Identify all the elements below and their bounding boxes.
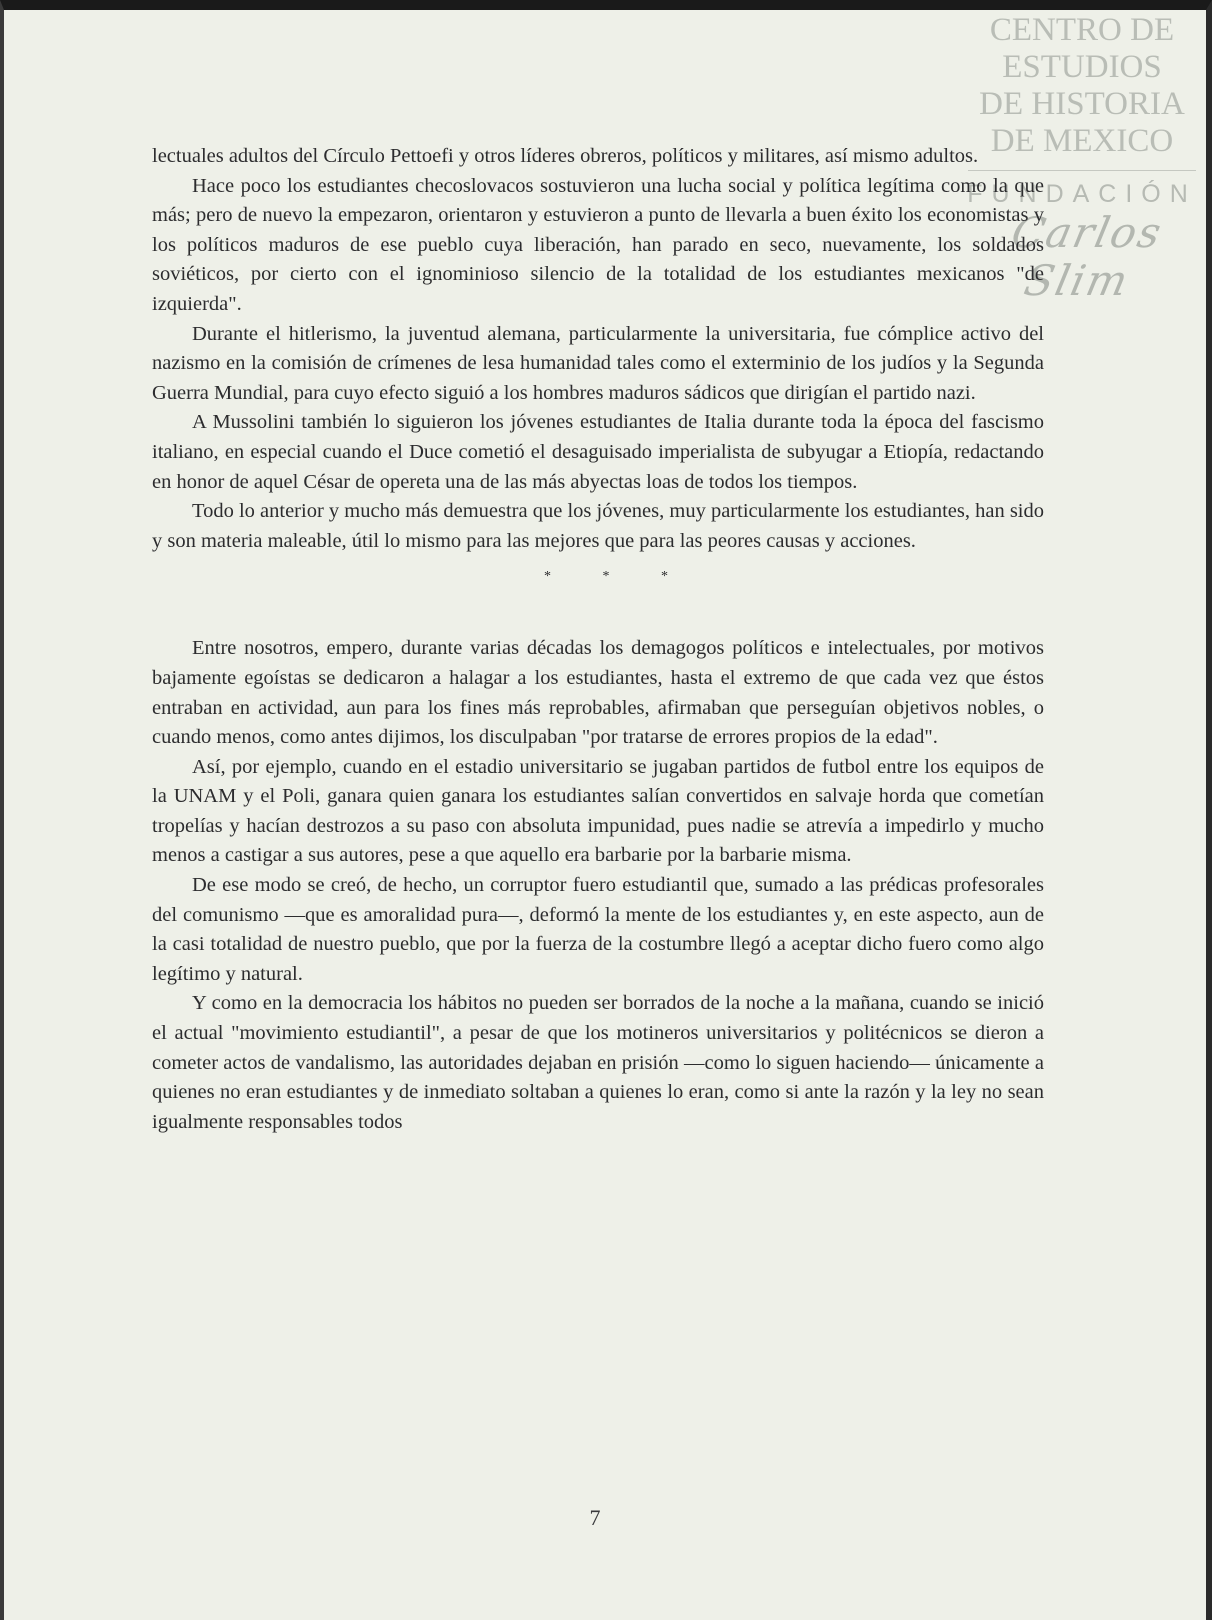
- watermark-foundation: FUNDACIÓN: [967, 180, 1197, 208]
- body-text: [152, 142, 1044, 1137]
- watermark-line-2: ESTUDIOS: [1002, 49, 1162, 85]
- watermark-line-1: CENTRO DE: [989, 12, 1175, 48]
- watermark-signature: Carlos Slim: [1007, 208, 1168, 305]
- paragraph-2: Hace poco los estudiantes checoslovacos sostuvieron una lucha social y política legítima como la que más; pero de nuevo la empezaron, orientaron y estuvieron a punto de llevarla a buen éxito los economistas y los políticos maduros de ese pueblo cuya liberación, han parado en seco, nuevamente, los soldados soviéticos, por cierto con el ignominioso silencio de la totalidad de los estudiantes mexicanos "de izquierda".: [152, 174, 1044, 315]
- paragraph-9: Y como en la democracia los hábitos no pueden ser borrados de la noche a la mañana, cuando se inició el actual "movimiento estudiantil", a pesar de que los motineros universitarios y politécnicos se dieron a cometer actos de vandalismo, las autoridades dejaban en prisión —como lo siguen haciendo— únicamente a quienes no eran estudiantes y de inmediato soltaban a quienes lo eran, como si ante la razón y la ley no sean igualmente responsables todos: [152, 992, 1044, 1133]
- watermark-line-4: DE MEXICO: [990, 123, 1174, 159]
- paragraph-1: lectuales adultos del Círculo Pettoefi y otros líderes obreros, políticos y militares, así mismo adultos.: [152, 145, 979, 167]
- section-separator: * * *: [544, 569, 692, 585]
- paragraph-4: A Mussolini también lo siguieron los jóvenes estudiantes de Italia durante toda la época del fascismo italiano, en especial cuando el Duce cometió el desaguisado imperialista de subyugar a Etiopía, redactando en honor de aquel César de opereta una de las más abyectas loas de todos los tiempos.: [152, 411, 1044, 493]
- paragraph-3: Durante el hitlerismo, la juventud alemana, particularmente la universitaria, fue cómplice activo del nazismo en la comisión de crímenes de lesa humanidad tales como el exterminio de los judíos y la Segunda Guerra Mundial, para cuyo efecto siguió a los hombres maduros sádicos que dirigían el partido nazi.: [152, 322, 1044, 404]
- paragraph-7: Así, por ejemplo, cuando en el estadio universitario se jugaban partidos de futbol entre los equipos de la UNAM y el Poli, ganara quien ganara los estudiantes salían convertidos en salvaje horda que cometían tropelías y hacían destrozos a su paso con absoluta impunidad, pues nadie se atrevía a impedirlo y mucho menos a castigar a sus autores, pese a que aquello era barbarie por la barbarie misma.: [152, 755, 1044, 867]
- paragraph-5: Todo lo anterior y mucho más demuestra que los jóvenes, muy particularmente los estudiantes, han sido y son materia maleable, útil lo mismo para las mejores que para las peores causas y acciones.: [152, 500, 1044, 552]
- watermark-line-3: DE HISTORIA: [979, 86, 1185, 122]
- page-number: 7: [589, 1505, 601, 1530]
- paragraph-6: Entre nosotros, empero, durante varias décadas los demagogos políticos e intelectuales, por motivos bajamente egoístas se dedicaron a halagar a los estudiantes, hasta el extremo de que cada vez que éstos entraban en actividad, aun para los fines más reprobables, afirmaban que perseguían objetivos nobles, o cuando menos, como antes dijimos, los disculpaban "por tratarse de errores propios de la edad".: [152, 637, 1044, 749]
- paragraph-8: De ese modo se creó, de hecho, un corruptor fuero estudiantil que, sumado a las prédicas profesorales del comunismo —que es amoralidad pura—, deformó la mente de los estudiantes y, en este aspecto, aun de la casi totalidad de nuestro pueblo, que por la fuerza de la costumbre llegó a aceptar dicho fuero como algo legítimo y natural.: [152, 874, 1044, 985]
